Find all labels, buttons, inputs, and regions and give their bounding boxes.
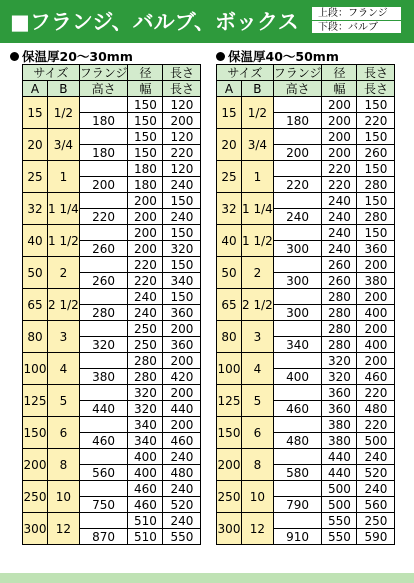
flange-diameter-cell: 240 [128,289,163,305]
flange-diameter-cell: 180 [128,161,163,177]
table-row [217,129,395,145]
flange-length-cell: 150 [357,193,395,209]
size-b-cell: 1/2 [48,97,80,129]
header-length: 長さ [163,65,201,81]
table-row [217,321,395,337]
table-row [23,129,201,145]
size-a-cell: 300 [23,513,48,545]
valve-width-cell: 280 [322,305,357,321]
bullet-icon [216,52,225,61]
valve-width-cell: 240 [128,305,163,321]
valve-height-cell: 200 [273,145,322,161]
header-row [23,65,201,81]
legend-upper: 上段：フランジ [318,8,388,19]
section-title-left [10,47,133,65]
flange-length-cell: 240 [357,449,395,465]
header-length: 長さ [163,81,201,97]
table-row [217,193,395,209]
flange-length-cell: 200 [163,321,201,337]
valve-length-cell: 380 [357,273,395,289]
table-row [23,353,201,369]
table-row [217,97,395,113]
flange-diameter-cell: 320 [322,353,357,369]
valve-height-cell: 480 [273,433,322,449]
flange-diameter-cell: 440 [322,449,357,465]
footer-bar [0,573,414,583]
flange-length-cell: 150 [357,161,395,177]
blank-cell [79,449,128,465]
valve-length-cell: 260 [357,145,395,161]
flange-length-cell: 220 [357,417,395,433]
header-height: 高さ [79,81,128,97]
valve-width-cell: 150 [128,113,163,129]
flange-length-cell: 120 [163,161,201,177]
size-a-cell: 50 [23,257,48,289]
valve-height-cell: 240 [273,209,322,225]
valve-height-cell: 340 [273,337,322,353]
flange-length-cell: 200 [163,417,201,433]
blank-cell [79,225,128,241]
size-a-cell: 32 [23,193,48,225]
valve-length-cell: 200 [163,113,201,129]
header-row [217,81,395,97]
blank-cell [273,289,322,305]
valve-height-cell: 460 [273,401,322,417]
flange-diameter-cell: 280 [322,321,357,337]
valve-height-cell: 200 [79,177,128,193]
valve-length-cell: 460 [357,369,395,385]
valve-length-cell: 360 [163,337,201,353]
size-b-cell: 1 1/2 [48,225,80,257]
table-row [23,481,201,497]
valve-height-cell: 440 [79,401,128,417]
valve-width-cell: 220 [322,177,357,193]
table-row [217,161,395,177]
valve-length-cell: 460 [163,433,201,449]
valve-length-cell: 420 [163,369,201,385]
size-b-cell: 3/4 [242,129,274,161]
valve-height-cell: 260 [79,273,128,289]
valve-length-cell: 220 [163,145,201,161]
flange-length-cell: 120 [163,97,201,113]
flange-diameter-cell: 200 [322,129,357,145]
blank-cell [273,417,322,433]
size-a-cell: 100 [23,353,48,385]
valve-length-cell: 360 [357,241,395,257]
size-a-cell: 150 [217,417,242,449]
table-row [217,449,395,465]
table-row [23,385,201,401]
header-size: サイズ [217,65,274,81]
flange-length-cell: 240 [163,449,201,465]
blank-cell [273,225,322,241]
flange-length-cell: 150 [163,193,201,209]
flange-length-cell: 200 [163,353,201,369]
blank-cell [273,161,322,177]
flange-length-cell: 200 [357,289,395,305]
valve-width-cell: 360 [322,401,357,417]
header-length: 長さ [357,65,395,81]
valve-height-cell: 300 [273,273,322,289]
flange-diameter-cell: 200 [322,97,357,113]
flange-diameter-cell: 280 [128,353,163,369]
flange-diameter-cell: 500 [322,481,357,497]
valve-height-cell: 870 [79,529,128,545]
flange-diameter-cell: 220 [128,257,163,273]
blank-cell [273,193,322,209]
valve-length-cell: 500 [357,433,395,449]
valve-width-cell: 240 [322,209,357,225]
valve-length-cell: 560 [357,497,395,513]
valve-width-cell: 150 [128,145,163,161]
table-row [23,513,201,529]
valve-width-cell: 550 [322,529,357,545]
size-a-cell: 150 [23,417,48,449]
table-row [217,225,395,241]
blank-cell [273,257,322,273]
valve-length-cell: 360 [163,305,201,321]
size-a-cell: 250 [217,481,242,513]
valve-length-cell: 280 [357,209,395,225]
size-a-cell: 25 [217,161,242,193]
size-b-cell: 3/4 [48,129,80,161]
valve-length-cell: 280 [357,177,395,193]
valve-length-cell: 240 [163,177,201,193]
flange-diameter-cell: 360 [322,385,357,401]
spec-table-right [216,64,395,545]
header-a: A [217,81,242,97]
valve-width-cell: 280 [322,337,357,353]
valve-length-cell: 320 [163,241,201,257]
valve-width-cell: 510 [128,529,163,545]
valve-width-cell: 200 [322,145,357,161]
valve-height-cell: 220 [79,209,128,225]
valve-length-cell: 440 [163,401,201,417]
flange-diameter-cell: 280 [322,289,357,305]
header-row [217,65,395,81]
valve-height-cell: 180 [79,145,128,161]
size-b-cell: 1 [48,161,80,193]
valve-width-cell: 180 [128,177,163,193]
size-a-cell: 200 [23,449,48,481]
valve-height-cell: 220 [273,177,322,193]
valve-width-cell: 500 [322,497,357,513]
valve-width-cell: 220 [128,273,163,289]
size-a-cell: 32 [217,193,242,225]
flange-diameter-cell: 150 [128,129,163,145]
valve-width-cell: 200 [128,209,163,225]
valve-length-cell: 480 [163,465,201,481]
flange-length-cell: 200 [357,321,395,337]
blank-cell [79,161,128,177]
valve-height-cell: 380 [79,369,128,385]
table-row [23,193,201,209]
valve-height-cell: 180 [79,113,128,129]
valve-length-cell: 400 [357,305,395,321]
table-row [217,513,395,529]
size-b-cell: 6 [48,417,80,449]
table-row [217,353,395,369]
size-a-cell: 50 [217,257,242,289]
valve-height-cell: 260 [79,241,128,257]
table-row [217,385,395,401]
size-b-cell: 2 [48,257,80,289]
valve-width-cell: 440 [322,465,357,481]
flange-length-cell: 150 [357,97,395,113]
valve-width-cell: 340 [128,433,163,449]
table-row [23,449,201,465]
blank-cell [273,353,322,369]
blank-cell [79,257,128,273]
blank-cell [79,353,128,369]
header-flange: フランジ [79,65,128,80]
table-row [217,481,395,497]
blank-cell [273,321,322,337]
size-b-cell: 3 [242,321,274,353]
valve-width-cell: 400 [128,465,163,481]
size-b-cell: 1 1/4 [242,193,274,225]
valve-width-cell: 380 [322,433,357,449]
legend-box [311,6,402,34]
blank-cell [79,321,128,337]
flange-diameter-cell: 240 [322,225,357,241]
header-height: 高さ [273,81,322,97]
valve-height-cell: 180 [273,113,322,129]
table-row [23,417,201,433]
table-row [23,321,201,337]
flange-diameter-cell: 150 [128,97,163,113]
size-b-cell: 2 1/2 [242,289,274,321]
size-a-cell: 300 [217,513,242,545]
flange-length-cell: 240 [357,481,395,497]
blank-cell [273,385,322,401]
size-b-cell: 5 [242,385,274,417]
valve-width-cell: 240 [322,241,357,257]
size-a-cell: 250 [23,481,48,513]
valve-length-cell: 550 [163,529,201,545]
valve-length-cell: 340 [163,273,201,289]
flange-length-cell: 150 [163,257,201,273]
table-row [217,289,395,305]
valve-height-cell: 580 [273,465,322,481]
header-a: A [23,81,48,97]
size-a-cell: 40 [217,225,242,257]
valve-height-cell: 910 [273,529,322,545]
flange-diameter-cell: 460 [128,481,163,497]
header-row [23,81,201,97]
table-row [23,289,201,305]
flange-length-cell: 200 [357,353,395,369]
size-a-cell: 65 [23,289,48,321]
size-b-cell: 4 [242,353,274,385]
valve-width-cell: 260 [322,273,357,289]
blank-cell [273,449,322,465]
size-a-cell: 125 [217,385,242,417]
blank-cell [79,417,128,433]
header-diameter: 径 [322,65,357,81]
table-row [23,225,201,241]
valve-height-cell: 750 [79,497,128,513]
size-a-cell: 125 [23,385,48,417]
flange-diameter-cell: 240 [322,193,357,209]
size-b-cell: 4 [48,353,80,385]
blank-cell [79,289,128,305]
size-a-cell: 15 [217,97,242,129]
size-b-cell: 10 [48,481,80,513]
header-flange: フランジ [273,65,322,80]
section-title-right [216,47,339,65]
flange-length-cell: 150 [357,225,395,241]
flange-diameter-cell: 550 [322,513,357,529]
header-width: 幅 [128,81,163,97]
size-a-cell: 200 [217,449,242,481]
size-b-cell: 1 1/4 [48,193,80,225]
blank-cell [273,481,322,497]
flange-diameter-cell: 260 [322,257,357,273]
size-a-cell: 15 [23,97,48,129]
flange-length-cell: 220 [357,385,395,401]
valve-height-cell: 560 [79,465,128,481]
table-row [217,257,395,273]
header-diameter: 径 [128,65,163,81]
size-b-cell: 6 [242,417,274,449]
valve-height-cell: 400 [273,369,322,385]
size-a-cell: 20 [217,129,242,161]
size-b-cell: 12 [242,513,274,545]
valve-width-cell: 320 [128,401,163,417]
flange-length-cell: 240 [163,481,201,497]
flange-diameter-cell: 320 [128,385,163,401]
section-title-text: 保温厚40～50mm [228,49,339,64]
valve-height-cell: 300 [273,305,322,321]
size-a-cell: 80 [23,321,48,353]
valve-width-cell: 460 [128,497,163,513]
size-b-cell: 5 [48,385,80,417]
flange-length-cell: 200 [357,257,395,273]
flange-diameter-cell: 510 [128,513,163,529]
size-a-cell: 65 [217,289,242,321]
blank-cell [79,193,128,209]
size-b-cell: 8 [48,449,80,481]
size-b-cell: 1/2 [242,97,274,129]
flange-length-cell: 150 [163,289,201,305]
valve-height-cell: 320 [79,337,128,353]
size-b-cell: 12 [48,513,80,545]
size-b-cell: 2 [242,257,274,289]
header-width: 幅 [322,81,357,97]
size-a-cell: 40 [23,225,48,257]
size-a-cell: 20 [23,129,48,161]
valve-length-cell: 240 [163,209,201,225]
valve-height-cell: 790 [273,497,322,513]
table-row [23,257,201,273]
valve-length-cell: 520 [357,465,395,481]
flange-diameter-cell: 200 [128,193,163,209]
header-size: サイズ [23,65,80,81]
valve-width-cell: 200 [128,241,163,257]
flange-diameter-cell: 340 [128,417,163,433]
blank-cell [79,513,128,529]
header-b: B [242,81,274,97]
valve-height-cell: 460 [79,433,128,449]
table-row [23,161,201,177]
flange-length-cell: 250 [357,513,395,529]
flange-length-cell: 150 [357,129,395,145]
flange-length-cell: 120 [163,129,201,145]
flange-diameter-cell: 250 [128,321,163,337]
blank-cell [79,481,128,497]
flange-diameter-cell: 380 [322,417,357,433]
header-bar [0,0,414,43]
size-b-cell: 2 1/2 [48,289,80,321]
valve-width-cell: 280 [128,369,163,385]
flange-length-cell: 150 [163,225,201,241]
blank-cell [79,97,128,113]
valve-length-cell: 400 [357,337,395,353]
flange-diameter-cell: 200 [128,225,163,241]
blank-cell [79,385,128,401]
size-b-cell: 8 [242,449,274,481]
table-row [217,417,395,433]
header-b: B [48,81,80,97]
valve-height-cell: 300 [273,241,322,257]
flange-length-cell: 200 [163,385,201,401]
blank-cell [273,97,322,113]
size-b-cell: 10 [242,481,274,513]
valve-length-cell: 520 [163,497,201,513]
size-a-cell: 80 [217,321,242,353]
flange-diameter-cell: 220 [322,161,357,177]
spec-table-left [22,64,201,545]
section-title-text: 保温厚20～30mm [22,49,133,64]
flange-length-cell: 240 [163,513,201,529]
blank-cell [273,513,322,529]
valve-width-cell: 200 [322,113,357,129]
valve-height-cell: 280 [79,305,128,321]
size-b-cell: 1 [242,161,274,193]
size-a-cell: 25 [23,161,48,193]
flange-diameter-cell: 400 [128,449,163,465]
size-b-cell: 3 [48,321,80,353]
valve-length-cell: 590 [357,529,395,545]
blank-cell [273,129,322,145]
table-row [23,97,201,113]
size-a-cell: 100 [217,353,242,385]
blank-cell [79,129,128,145]
bullet-icon [10,52,19,61]
valve-length-cell: 480 [357,401,395,417]
legend-lower: 下段：バルブ [312,20,401,34]
valve-width-cell: 320 [322,369,357,385]
valve-length-cell: 220 [357,113,395,129]
size-b-cell: 1 1/2 [242,225,274,257]
header-length: 長さ [357,81,395,97]
page-title: ■フランジ、バルブ、ボックス [10,10,299,34]
valve-width-cell: 250 [128,337,163,353]
